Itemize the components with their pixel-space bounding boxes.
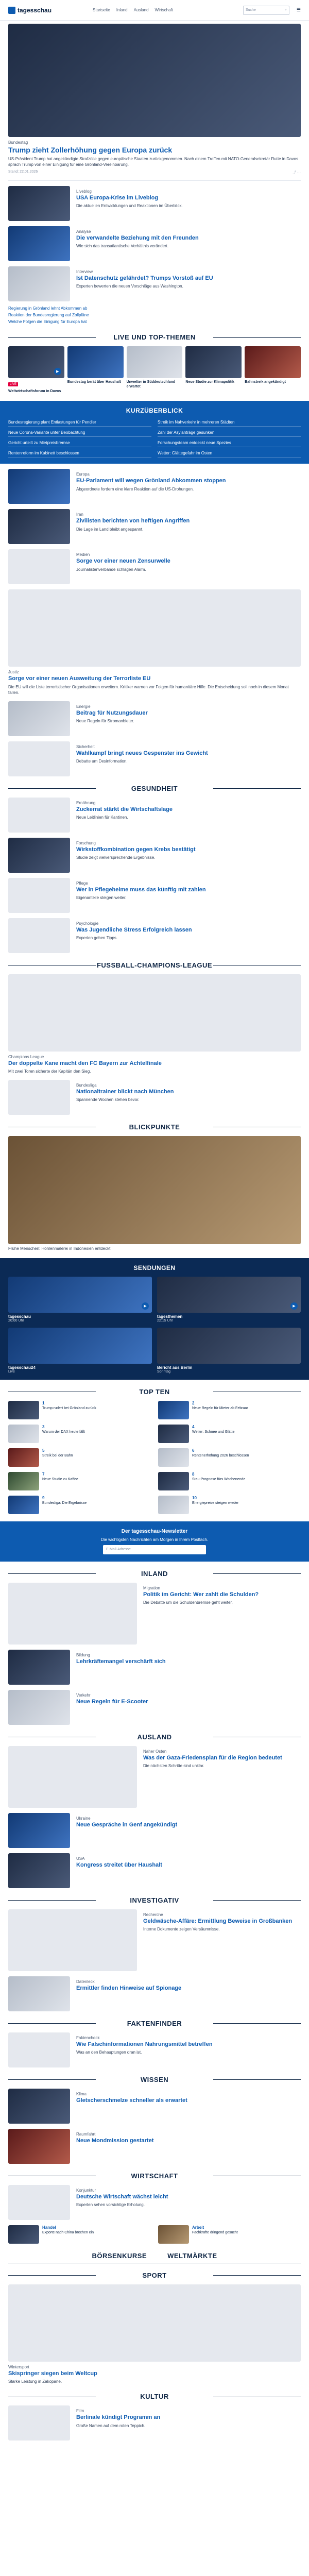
teaser-topline: Interview <box>76 269 93 274</box>
investigativ-lead[interactable] <box>0 1909 309 1971</box>
wirtschaft-item-topline: Handel <box>42 2225 56 2230</box>
live-tile[interactable] <box>8 346 64 394</box>
topten-image[interactable] <box>8 1472 39 1490</box>
ausland-item-topline: USA <box>76 1856 85 1861</box>
band-item[interactable]: Streik im Nahverkehr in mehreren Städten <box>158 418 301 427</box>
investigativ-headline[interactable]: Geldwäsche-Affäre: Ermittlung Beweise in Großbanken <box>143 1918 293 1924</box>
section-title-live: LIVE UND TOP-THEMEN <box>0 333 309 341</box>
mid-story-text: Die EU will die Liste terroristischer Organisationen erweitern. Kritiker warnen vor Folgen für humanitäre Hilfe. Die Entscheidung soll noch in diesem Monat fallen. <box>8 684 289 696</box>
nav-link[interactable]: Ausland <box>133 8 149 12</box>
sendung-name[interactable]: tagesschau24 <box>8 1365 36 1370</box>
football-item-headline[interactable]: Nationaltrainer blickt nach München <box>76 1088 174 1095</box>
health-headline[interactable]: Wer in Pflegeheime muss das künftig mit zahlen <box>76 886 206 893</box>
inland-text: Die Debatte um die Schuldenbremse geht weiter. <box>143 1600 233 1605</box>
wirtschaft-grid <box>0 2225 309 2244</box>
live-tile[interactable] <box>67 346 124 394</box>
football-topline: Champions League <box>8 1054 44 1059</box>
topten-image[interactable] <box>8 1496 39 1514</box>
kurzueberblick-band <box>0 401 309 464</box>
play-icon[interactable]: ▶ <box>142 1302 149 1310</box>
sport-lead-image[interactable] <box>8 2284 301 2362</box>
topten-image[interactable] <box>158 1401 189 1419</box>
band-item[interactable]: Forschungsteam entdeckt neue Spezies <box>158 439 301 447</box>
band-item[interactable]: Wetter: Glättegefahr im Osten <box>158 449 301 457</box>
logo-text: tagesschau <box>18 6 52 14</box>
topten-text[interactable]: Stau-Prognose fürs Wochenende <box>192 1478 246 1482</box>
section-title-gesundheit: GESUNDHEIT <box>0 785 309 792</box>
mid-story[interactable] <box>0 670 309 696</box>
ausland-item-headline[interactable]: Neue Gespräche in Genf angekündigt <box>76 1821 178 1828</box>
newsletter-band <box>0 1521 309 1562</box>
wirtschaft-lead-image[interactable] <box>8 2185 70 2220</box>
wirtschaft-lead[interactable] <box>0 2185 309 2220</box>
wirtschaft-item-topline: Arbeit <box>192 2225 204 2230</box>
small-story-topline: Energie <box>76 704 91 709</box>
topten-image[interactable] <box>8 1401 39 1419</box>
live-tile-text[interactable]: Unwetter in Süddeutschland erwartet <box>126 380 176 389</box>
wissen-headline[interactable]: Neue Mondmission gestartet <box>76 2137 154 2144</box>
inland-row[interactable] <box>0 1690 309 1725</box>
story-text: Die Lage im Land bleibt angespannt. <box>76 527 144 532</box>
newsletter-text: Die wichtigsten Nachrichten am Morgen in Ihrem Postfach. <box>100 1537 209 1542</box>
band-list <box>8 418 301 457</box>
live-tile-image[interactable] <box>127 346 183 378</box>
blickpunkte-image[interactable] <box>8 1136 301 1244</box>
small-story-image[interactable] <box>8 701 70 736</box>
ausland-lead[interactable] <box>0 1746 309 1808</box>
topten-image[interactable] <box>158 1472 189 1490</box>
investigativ-image[interactable] <box>8 1976 70 2011</box>
topten-text[interactable]: Streik bei der Bahn <box>42 1454 73 1458</box>
teaser-row[interactable] <box>0 186 309 221</box>
section-title-inland: INLAND <box>0 1570 309 1578</box>
live-tile-text[interactable]: Bundestag berät über Haushalt <box>67 380 121 384</box>
topten-text[interactable]: Warum der DAX heute fällt <box>42 1430 85 1434</box>
ausland-text: Die nächsten Schritte sind unklar. <box>143 1763 204 1768</box>
wirtschaft-text: Experten sehen vorsichtige Erholung. <box>76 2202 145 2207</box>
faktenfinder-text: Was an den Behauptungen dran ist. <box>76 2049 142 2055</box>
band-item[interactable]: Neue Corona-Variante unter Beobachtung <box>8 429 151 437</box>
lead-topline: Bundestag <box>8 140 28 145</box>
sendungen-grid <box>8 1277 301 1374</box>
sendung-tile[interactable] <box>8 1277 152 1323</box>
wissen-image[interactable] <box>8 2129 70 2164</box>
football-lead-image[interactable] <box>8 974 301 1052</box>
kultur-image[interactable] <box>8 2405 70 2441</box>
story-text: Abgeordnete fordern eine klare Reaktion auf die US-Drohungen. <box>76 486 194 492</box>
health-image[interactable] <box>8 798 70 833</box>
live-tile-text[interactable]: Neue Studie zur Klimapolitik <box>185 380 234 384</box>
teaser-headline[interactable]: Ist Datenschutz gefährdet? Trumps Vorstoß auf EU <box>76 275 213 281</box>
play-icon[interactable]: ▶ <box>290 1302 298 1310</box>
live-tile[interactable] <box>245 346 301 394</box>
live-tile-image[interactable] <box>245 346 301 378</box>
sendung-name[interactable]: Bericht aus Berlin <box>157 1365 193 1370</box>
story-headline[interactable]: EU-Parlament will wegen Grönland Abkommen stoppen <box>76 478 226 484</box>
ausland-topline: Naher Osten <box>143 1749 167 1754</box>
page-bottom-spacer <box>0 2441 309 2461</box>
wissen-image[interactable] <box>8 2089 70 2124</box>
sendung-image[interactable] <box>157 1328 301 1364</box>
health-headline[interactable]: Wirkstoffkombination gegen Krebs bestätigt <box>76 846 196 853</box>
ausland-headline[interactable]: Was der Gaza-Friedensplan für die Region bedeutet <box>143 1754 282 1761</box>
teaser-image[interactable] <box>8 266 70 301</box>
live-tile-image[interactable] <box>67 346 124 378</box>
sendung-tile[interactable] <box>157 1328 301 1374</box>
investigativ-row[interactable] <box>0 1976 309 2011</box>
live-tile-text[interactable]: Bahnstreik angekündigt <box>245 380 286 384</box>
topten-text[interactable]: Neue Studie zu Kaffee <box>42 1478 78 1482</box>
section-title-kultur: KULTUR <box>0 2393 309 2400</box>
wirtschaft-image[interactable] <box>8 2225 39 2244</box>
story-headline[interactable]: Zivilisten berichten von heftigen Angriffen <box>76 518 190 524</box>
sendung-name[interactable]: tagesschau <box>8 1314 31 1319</box>
band-item[interactable]: Rentenreform im Kabinett beschlossen <box>8 449 151 457</box>
football-text: Mit zwei Toren sicherte der Kapitän den Sieg. <box>8 1069 91 1074</box>
topten-image[interactable] <box>8 1448 39 1467</box>
wissen-row[interactable] <box>0 2129 309 2164</box>
investigativ-topline: Recherche <box>143 1912 163 1917</box>
investigativ-item-headline[interactable]: Ermittler finden Hinweise auf Spionage <box>76 1985 182 1991</box>
wirtschaft-headline[interactable]: Deutsche Wirtschaft wächst leicht <box>76 2193 168 2200</box>
topten-item[interactable]: 9 Bundesliga: Die Ergebnisse <box>8 1496 151 1514</box>
small-story-headline[interactable]: Beitrag für Nutzungsdauer <box>76 709 148 716</box>
kultur-topline: Film <box>76 2409 84 2414</box>
story-image[interactable] <box>8 469 70 504</box>
live-strip <box>0 346 309 394</box>
section-title-boersenkurse[interactable]: BÖRSENKURSE <box>92 2251 147 2260</box>
ausland-item-headline[interactable]: Kongress streitet über Haushalt <box>76 1861 162 1868</box>
inland-row[interactable] <box>0 1650 309 1685</box>
small-story-headline[interactable]: Wahlkampf bringt neues Gespenster ins Gewicht <box>76 750 208 756</box>
newsletter-title: Der tagesschau-Newsletter <box>121 1528 188 1534</box>
story-row[interactable] <box>0 469 309 504</box>
section-title-faktenfinder: FAKTENFINDER <box>0 2020 309 2027</box>
health-image[interactable] <box>8 838 70 873</box>
story-topline: Medien <box>76 552 90 557</box>
topten-text[interactable]: Bundesliga: Die Ergebnisse <box>42 1501 87 1505</box>
band-item[interactable]: Zahl der Asylanträge gesunken <box>158 429 301 437</box>
small-story-row[interactable] <box>0 701 309 736</box>
section-title-sport: SPORT <box>0 2272 309 2279</box>
health-row[interactable] <box>0 918 309 953</box>
wirtschaft-item[interactable] <box>158 2225 301 2244</box>
section-title-football: FUSSBALL-CHAMPIONS-LEAGUE <box>0 961 309 969</box>
investigativ-text: Interne Dokumente zeigen Versäumnisse. <box>143 1926 220 1931</box>
sendung-time: Sonntag <box>157 1369 171 1374</box>
topten-grid <box>0 1401 309 1514</box>
sendung-image[interactable] <box>157 1277 301 1313</box>
sport-text: Starke Leistung in Zakopane. <box>8 2379 62 2384</box>
nav-link[interactable]: Wirtschaft <box>154 8 174 12</box>
kultur-text: Große Namen auf dem roten Teppich. <box>76 2423 146 2428</box>
football-lead[interactable] <box>0 1055 309 1075</box>
nav-link[interactable]: Startseite <box>93 8 110 12</box>
sendung-tile[interactable] <box>157 1277 301 1323</box>
ausland-lead-image[interactable] <box>8 1746 137 1808</box>
teaser-text: Die aktuellen Entwicklungen und Reaktionen im Überblick. <box>76 204 183 209</box>
blickpunkte-caption: Frühe Menschen: Höhlenmalerei in Indonesien entdeckt <box>8 1246 111 1251</box>
sendung-image[interactable] <box>8 1328 152 1364</box>
wirtschaft-image[interactable] <box>158 2225 189 2244</box>
sport-headline[interactable]: Skispringer siegen beim Weltcup <box>8 2370 97 2377</box>
health-image[interactable] <box>8 918 70 953</box>
section-title-investigativ: INVESTIGATIV <box>0 1896 309 1904</box>
investigativ-lead-image[interactable] <box>8 1909 137 1971</box>
topten-item[interactable]: 4 Wetter: Schnee und Glätte <box>158 1425 301 1443</box>
inland-lead[interactable] <box>0 1583 309 1645</box>
football-image[interactable] <box>8 1080 70 1115</box>
inland-headline[interactable]: Politik im Gericht: Wer zahlt die Schulden? <box>143 1591 259 1598</box>
topten-item[interactable]: 7 Neue Studie zu Kaffee <box>8 1472 151 1490</box>
teaser-topline: Analyse <box>76 229 91 234</box>
story-topline: Iran <box>76 512 83 517</box>
ausland-item-topline: Ukraine <box>76 1816 91 1821</box>
sendungen-band <box>0 1258 309 1380</box>
sendung-name[interactable]: tagesthemen <box>157 1314 183 1319</box>
faktenfinder-topline: Faktencheck <box>76 2035 100 2040</box>
health-topline: Pflege <box>76 880 88 886</box>
topten-item[interactable]: 10 Energiepreise steigen wieder <box>158 1496 301 1514</box>
inland-item-topline: Verkehr <box>76 1692 91 1698</box>
topten-item[interactable]: 3 Warum der DAX heute fällt <box>8 1425 151 1443</box>
topten-image[interactable] <box>158 1425 189 1443</box>
sendung-time: 20:00 Uhr <box>8 1318 24 1323</box>
lead-date: Stand: 22.01.2026 <box>8 170 38 174</box>
health-row[interactable] <box>0 838 309 873</box>
teaser-image[interactable] <box>8 186 70 221</box>
related-link[interactable]: Welche Folgen die Einigung für Europa hat <box>8 319 87 324</box>
teaser-topline: Liveblog <box>76 189 92 194</box>
topten-text[interactable]: Neue Regeln für Mieter ab Februar <box>192 1406 248 1411</box>
topten-text[interactable]: Energiepreise steigen wieder <box>192 1501 239 1505</box>
section-title-wissen: WISSEN <box>0 2076 309 2083</box>
kultur-headline[interactable]: Berlinale kündigt Programm an <box>76 2414 161 2421</box>
health-row[interactable] <box>0 878 309 913</box>
wirtschaft-item[interactable] <box>8 2225 151 2244</box>
health-text: Eigenanteile steigen weiter. <box>76 895 127 901</box>
sendung-time: Live <box>8 1369 15 1374</box>
topten-item[interactable]: 1 Trump rudert bei Grönland zurück <box>8 1401 151 1419</box>
health-row[interactable] <box>0 798 309 833</box>
topten-image[interactable] <box>8 1425 39 1443</box>
small-story-row[interactable] <box>0 741 309 776</box>
newsletter-email-field[interactable] <box>103 1545 206 1554</box>
section-title-weltmaerkte[interactable]: WELTMÄRKTE <box>167 2251 217 2260</box>
story-image[interactable] <box>8 549 70 584</box>
small-story-text: Debatte um Desinformation. <box>76 759 128 764</box>
lead-teaser[interactable] <box>0 24 309 175</box>
sendungen-title: SENDUNGEN <box>133 1264 176 1272</box>
nav-link[interactable]: Inland <box>116 8 128 12</box>
teaser-headline[interactable]: USA Europa-Krise im Liveblog <box>76 194 159 201</box>
health-headline[interactable]: Was Jugendliche Stress Erfolgreich lassen <box>76 926 192 933</box>
live-tile[interactable] <box>127 346 183 394</box>
football-row[interactable] <box>0 1080 309 1115</box>
inland-item-topline: Bildung <box>76 1652 90 1657</box>
lead-image[interactable] <box>8 24 301 137</box>
faktenfinder-image[interactable] <box>8 2032 70 2067</box>
section-title-topten: TOP TEN <box>0 1388 309 1396</box>
inland-image[interactable] <box>8 1650 70 1685</box>
story-text: Journalistenverbände schlagen Alarm. <box>76 567 146 572</box>
sport-topline: Wintersport <box>8 2364 29 2369</box>
mid-story-headline[interactable]: Sorge vor einer neuen Ausweitung der Terrorliste EU <box>8 675 151 682</box>
search-icon[interactable]: ⌕ <box>285 8 287 12</box>
lead-text: US-Präsident Trump hat angekündigte Strafzölle gegen europäische Staaten zurückgenommen. Nach einem Treffen mit NATO-Generalsekretär Rutte in Davos sprach Trump von einer Einigung für eine Grönland-Vereinbarung. <box>8 156 298 167</box>
teaser-text: Wie sich das transatlantische Verhältnis verändert. <box>76 244 169 249</box>
topten-text[interactable]: Rentenerhöhung 2026 beschlossen <box>192 1454 249 1458</box>
health-text: Experten geben Tipps. <box>76 936 118 941</box>
play-icon[interactable]: ▶ <box>54 368 61 375</box>
band-item[interactable]: Bundesregierung plant Entlastungen für Pendler <box>8 418 151 427</box>
placeholder-image <box>8 589 301 667</box>
section-title-blickpunkte: BLICKPUNKTE <box>0 1123 309 1131</box>
teaser-row[interactable] <box>0 266 309 301</box>
teaser-headline[interactable]: Die verwandelte Beziehung mit den Freunden <box>76 234 199 241</box>
related-links <box>0 301 309 325</box>
sendung-time: 22:15 Uhr <box>157 1318 173 1323</box>
wirtschaft-item-headline[interactable]: Exporte nach China brechen ein <box>42 2231 94 2235</box>
wissen-topline: Raumfahrt <box>76 2131 96 2137</box>
divider <box>8 180 301 181</box>
inland-image[interactable] <box>8 1690 70 1725</box>
investigativ-item-topline: Datenleck <box>76 1979 95 1984</box>
site-header <box>0 0 309 21</box>
lead-meta <box>8 170 301 175</box>
topten-item[interactable]: 8 Stau-Prognose fürs Wochenende <box>158 1472 301 1490</box>
live-tile[interactable] <box>185 346 242 394</box>
topten-text[interactable]: Trump rudert bei Grönland zurück <box>42 1406 96 1411</box>
small-story-topline: Sicherheit <box>76 744 95 749</box>
inland-topline: Migration <box>143 1585 160 1590</box>
wirtschaft-item-headline[interactable]: Fachkräfte dringend gesucht <box>192 2231 238 2235</box>
site-logo[interactable] <box>8 7 52 14</box>
faktenfinder-headline[interactable]: Wie Falschinformationen Nahrungsmittel betreffen <box>76 2041 213 2047</box>
football-item-topline: Bundesliga <box>76 1082 97 1088</box>
band-title: KURZÜBERBLICK <box>126 407 183 415</box>
menu-icon[interactable]: ☰ <box>296 7 301 12</box>
ausland-row[interactable] <box>0 1813 309 1848</box>
section-title-wirtschaft: WIRTSCHAFT <box>0 2172 309 2180</box>
story-row[interactable] <box>0 509 309 544</box>
wissen-row[interactable] <box>0 2089 309 2124</box>
kultur-lead[interactable] <box>0 2405 309 2441</box>
health-topline: Ernährung <box>76 800 96 805</box>
ausland-row[interactable] <box>0 1853 309 1888</box>
health-topline: Psychologie <box>76 921 99 926</box>
health-text: Neue Leitlinien für Kantinen. <box>76 815 128 820</box>
football-item-text: Spannende Wochen stehen bevor. <box>76 1097 140 1102</box>
topten-image[interactable] <box>158 1496 189 1514</box>
related-link[interactable]: Regierung in Grönland lehnt Abkommen ab <box>8 306 88 311</box>
health-topline: Forschung <box>76 840 96 845</box>
search-placeholder: Suche <box>245 8 256 12</box>
topten-item[interactable]: 5 Streik bei der Bahn <box>8 1448 151 1467</box>
share-icon[interactable]: ⤴ ⋯ <box>293 171 301 175</box>
markets-row <box>0 2252 309 2260</box>
health-text: Studie zeigt vielversprechende Ergebnisse. <box>76 855 156 860</box>
header-nav <box>93 8 173 12</box>
topten-item[interactable]: 6 Rentenerhöhung 2026 beschlossen <box>158 1448 301 1467</box>
sendung-image[interactable] <box>8 1277 152 1313</box>
live-tile-image[interactable] <box>185 346 242 378</box>
wissen-topline: Klima <box>76 2091 87 2096</box>
mid-story-topline: Justiz <box>8 670 19 675</box>
health-headline[interactable]: Zuckerrat stärkt die Wirtschaftslage <box>76 806 173 812</box>
health-image[interactable] <box>8 878 70 913</box>
inland-lead-image[interactable] <box>8 1583 137 1645</box>
teaser-row[interactable] <box>0 226 309 261</box>
wirtschaft-topline: Konjunktur <box>76 2188 96 2193</box>
topten-image[interactable] <box>158 1448 189 1467</box>
live-tag: LIVE <box>8 382 18 386</box>
section-title-ausland: AUSLAND <box>0 1733 309 1741</box>
small-story-image[interactable] <box>8 741 70 776</box>
search-input[interactable] <box>243 6 289 15</box>
ausland-image[interactable] <box>8 1813 70 1848</box>
story-row[interactable] <box>0 549 309 584</box>
ausland-image[interactable] <box>8 1853 70 1888</box>
sendung-tile[interactable] <box>8 1328 152 1374</box>
faktenfinder-lead[interactable] <box>0 2032 309 2067</box>
story-image[interactable] <box>8 509 70 544</box>
live-tile-text[interactable]: Weltwirtschaftsforum in Davos <box>8 389 61 394</box>
small-story-text: Neue Regeln für Stromanbieter. <box>76 719 134 724</box>
wissen-headline[interactable]: Gletscherschmelze schneller als erwartet <box>76 2097 187 2104</box>
header-icons <box>297 7 301 13</box>
newsletter-placeholder: E-Mail-Adresse <box>106 1548 131 1552</box>
teaser-image[interactable] <box>8 226 70 261</box>
lead-headline[interactable]: Trump zieht Zollerhöhung gegen Europa zurück <box>8 146 173 154</box>
teaser-text: Experten bewerten die neuen Vorschläge aus Washington. <box>76 284 183 289</box>
topten-text[interactable]: Wetter: Schnee und Glätte <box>192 1430 235 1434</box>
related-link[interactable]: Reaktion der Bundesregierung auf Zollpläne <box>8 312 89 317</box>
football-headline[interactable]: Der doppelte Kane macht den FC Bayern zur Achtelfinale <box>8 1060 162 1066</box>
story-topline: Europa <box>76 472 90 477</box>
sport-lead[interactable] <box>0 2365 309 2385</box>
inland-item-headline[interactable]: Neue Regeln für E-Scooter <box>76 1698 148 1705</box>
topten-item[interactable]: 2 Neue Regeln für Mieter ab Februar <box>158 1401 301 1419</box>
logo-icon <box>8 7 15 14</box>
live-tile-image[interactable] <box>8 346 64 378</box>
band-item[interactable]: Gericht urteilt zu Mietpreisbremse <box>8 439 151 447</box>
inland-item-headline[interactable]: Lehrkräftemangel verschärft sich <box>76 1658 166 1665</box>
story-headline[interactable]: Sorge vor einer neuen Zensurwelle <box>76 558 170 565</box>
